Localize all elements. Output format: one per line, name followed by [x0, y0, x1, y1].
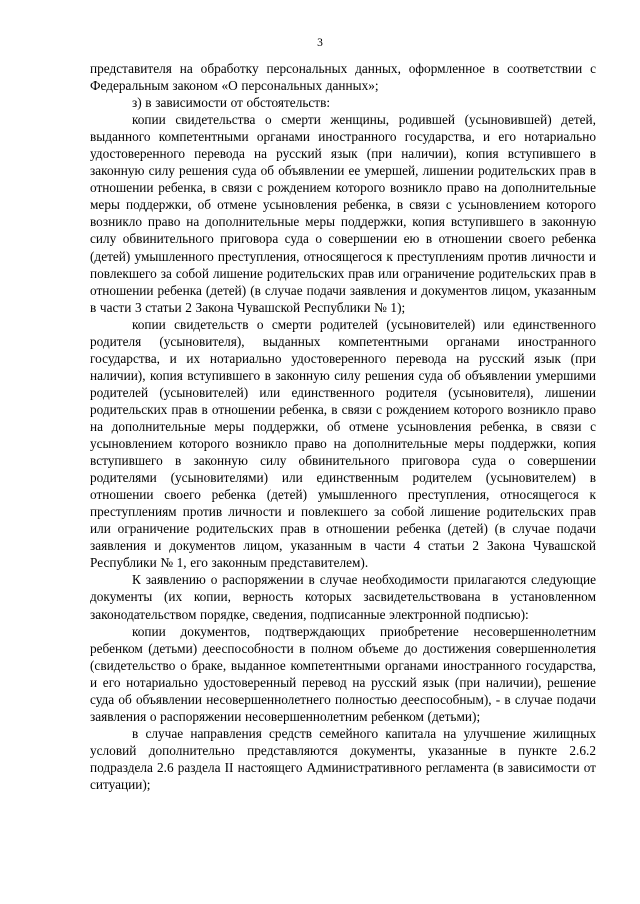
paragraph-item-z-heading: з) в зависимости от обстоятельств: — [132, 95, 331, 111]
paragraph-housing-improvement-documents: в случае направления средств семейного капитала на улучшение жилищных условий дополнительно представляются документы, указанные в пункте 2.6.2 подраздела 2.6 раздела II настоящего Административного регламента (в зависимости от ситуации); — [90, 725, 596, 792]
paragraph-representative-consent: представителя на обработку персональных данных, оформленное в соответствии с Федеральным законом «О персональных данных»; — [90, 61, 596, 94]
paragraph-attached-documents-intro: К заявлению о распоряжении в случае необходимости прилагаются следующие документы (их копии, верность которых засвидетельствована в установленном законодательством порядке, сведения, подписанные электронной подписью): — [90, 572, 596, 622]
paragraph-legal-capacity-documents: копии документов, подтверждающих приобретение несовершеннолетним ребенком (детьми) дееспособности в полном объеме до достижения совершеннолетия (свидетельство о браке, выданное компетентными органами иностранного государства, и его нотариально удостоверенный перевод на русский язык (при наличии), решение суда об объявлении несовершеннолетнего полностью дееспособным), - в случае подачи заявления о распоряжении несовершеннолетним ребенком (детьми); — [90, 623, 596, 724]
paragraph-parents-death-documents: копии свидетельств о смерти родителей (усыновителей) или единственного родителя (усыновителя), выданных компетентными органами иностранного государства, и их нотариально удостоверенного перевода на русский язык (при наличии), копия вступившего в законную силу решения суда об объявлении умершими родителей (усыновителей) или единственного родителя (усыновителя), лишении родительских прав в отношении ребенка, в связи с рождением которого возникло право на дополнительные меры поддержки, об отмене усыновления ребенка, в связи с усыновлением которого возникло право на дополнительные меры поддержки, копия вступившего в законную силу обвинительного приговора суда о совершении родителями (усыновителями) или единственным родителем (усыновителем) в отношении своего ребенка (детей) умышленного преступления, относящегося к преступлениям против личности и повлекшего за собой лишение родительских прав или ограничение родительских прав в отношении ребенка (детей) (в случае подачи заявления и документов лицом, указанным в части 4 статьи 2 Закона Чувашской Республики № 1, его законным представителем). — [90, 316, 596, 571]
page-number: 3 — [317, 37, 323, 49]
paragraph-mother-death-documents: копии свидетельства о смерти женщины, родившей (усыновившей) детей, выданного компетентными органами иностранного государства, и его нотариально удостоверенного перевода на русский язык (при наличии), копия вступившего в законную силу решения суда об объявлении ее умершей, лишении родительских прав в отношении ребенка, в связи с рождением которого возникло право на дополнительные меры поддержки, об отмене усыновления ребенка, в связи с усыновлением которого возникло право на дополнительные меры поддержки, копия вступившего в законную силу обвинительного приговора суда о совершении ею в отношении своего ребенка (детей) умышленного преступления, относящегося к преступлениям против личности и повлекшего за собой лишение родительских прав или ограничение родительских прав в отношении ребенка (детей) (в случае подачи заявления и документов лицом, указанным в части 3 статьи 2 Закона Чувашской Республики № 1); — [90, 112, 596, 315]
document-body — [90, 60, 596, 793]
